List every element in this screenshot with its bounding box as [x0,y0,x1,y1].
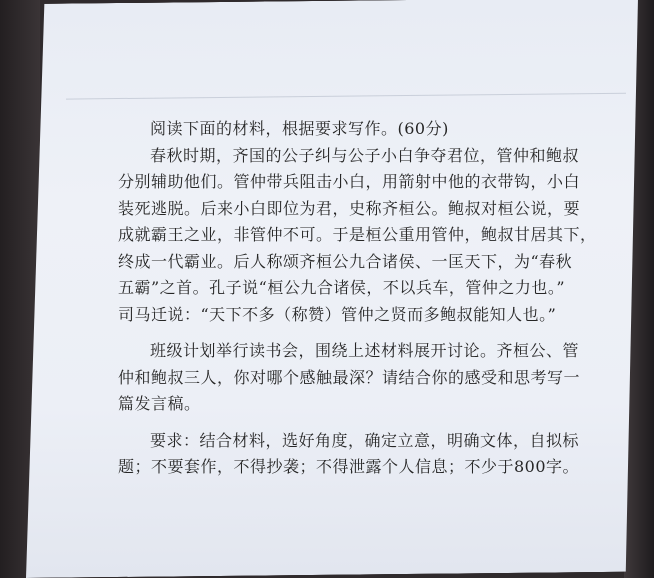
story-line: 成就霸王之业，非管仲不可。于是桓公重用管仲，鲍叔甘居其下， [118,225,597,244]
story-line: 春秋时期，齐国的公子纠与公子小白争夺君位，管仲和鲍叔 [150,145,580,165]
paper-fold-line [66,93,626,100]
essay-prompt [118,116,598,481]
story-line: 五霸”之首。孔子说“桓公九合诸侯，不以兵车，管仲之力也。” [118,278,566,297]
story-line: 装死逃脱。后来小白即位为君，史称齐桓公。鲍叔对桓公说，要 [118,198,581,218]
story-line: 分别辅助他们。管仲带兵阻击小白，用箭射中他的衣带钩，小白 [118,172,581,191]
story-line: 司马迁说：“天下不多（称赞）管仲之贤而多鲍叔能知人也。” [118,304,557,324]
instruction-line: 阅读下面的材料，根据要求写作。(60分) [150,119,449,138]
requirement-line: 要求：结合材料，选好角度，确定立意，明确文体，自拟标 [150,430,580,450]
task-line: 仲和鲍叔三人，你对哪个感触最深？请结合你的感受和思考写一 [118,367,581,387]
task-line: 班级计划举行读书会，围绕上述材料展开讨论。齐桓公、管 [150,341,580,360]
task-line: 篇发言稿。 [118,394,201,413]
requirement-line: 题；不要套作，不得抄袭；不得泄露个人信息；不少于800字。 [118,457,580,476]
story-line: 终成一代霸业。后人称颂齐桓公九合诸侯、一匡天下，为“春秋 [118,251,573,271]
